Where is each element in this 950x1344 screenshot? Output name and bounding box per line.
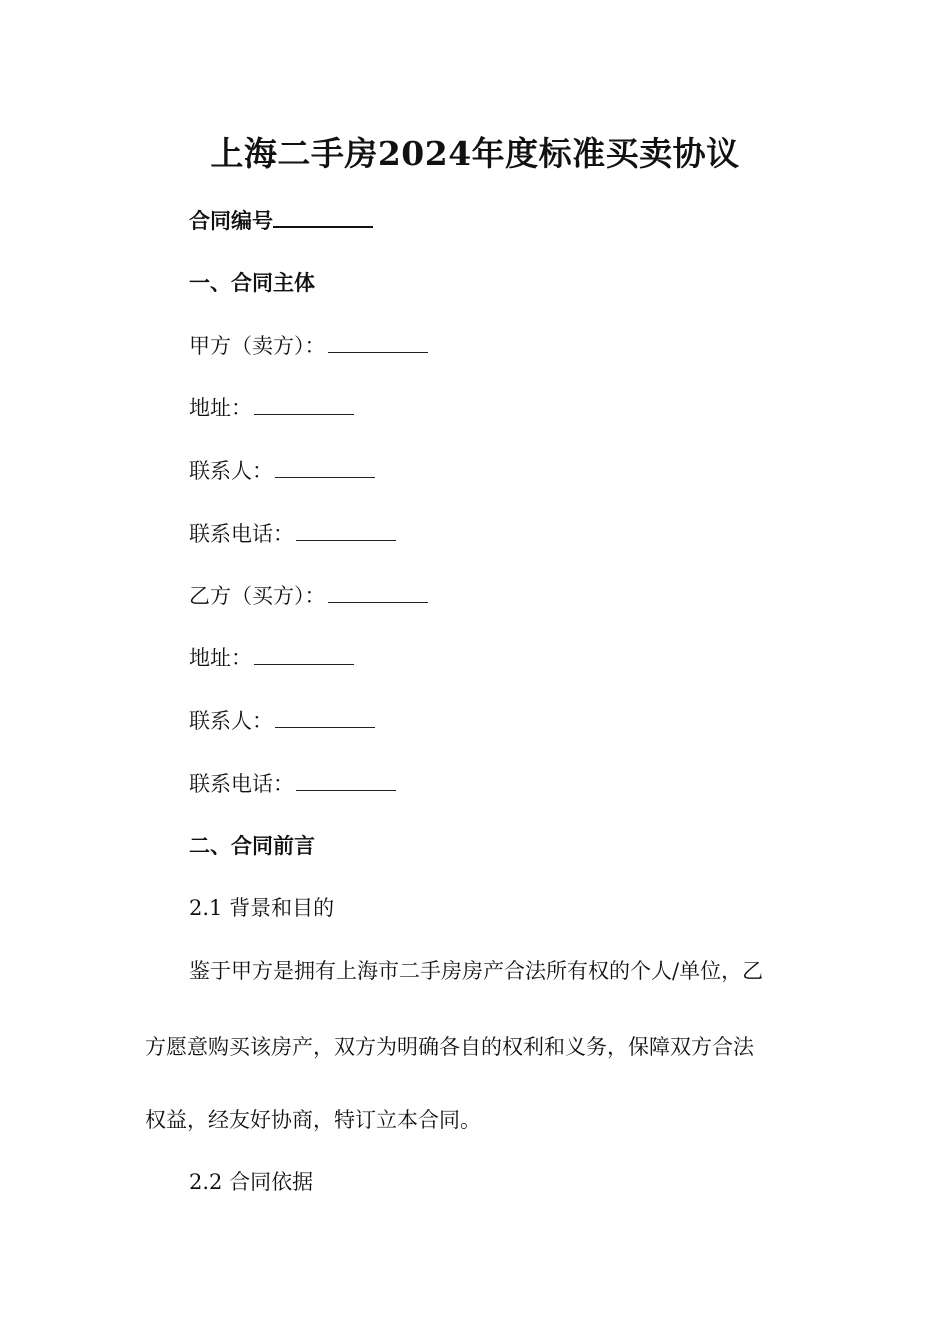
party-b-contact-label: 联系人： (189, 709, 273, 733)
party-b-contact-line (189, 707, 375, 735)
party-a-address-label: 地址： (189, 396, 252, 420)
party-b-phone-blank (296, 772, 396, 791)
contract-number-label: 合同编号 (189, 208, 273, 233)
section2-sub1: 2.1 背景和目的 (189, 896, 335, 920)
party-a-contact-blank (275, 459, 375, 478)
section2-sub2: 2.2 合同依据 (189, 1170, 314, 1194)
party-a-line (189, 332, 428, 360)
party-b-line (189, 582, 428, 610)
party-b-contact-blank (275, 709, 375, 728)
document-title: 上海二手房2024年度标准买卖协议 (210, 134, 740, 173)
party-b-address-line (189, 644, 354, 672)
party-a-address-blank (254, 396, 354, 415)
party-b-blank (328, 584, 428, 603)
party-a-phone-blank (296, 522, 396, 541)
party-a-address-line (189, 394, 354, 422)
contract-number-line (189, 206, 373, 235)
party-a-phone-line (189, 520, 396, 548)
party-a-contact-line (189, 457, 375, 485)
preamble-line-2: 方愿意购买该房产，双方为明确各自的权利和义务，保障双方合法 (145, 1035, 754, 1059)
party-b-label: 乙方（买方）： (189, 584, 326, 608)
section2-heading: 二、合同前言 (189, 833, 315, 858)
party-a-blank (328, 334, 428, 353)
party-a-label: 甲方（卖方）： (189, 334, 326, 358)
party-a-contact-label: 联系人： (189, 459, 273, 483)
preamble-line-3: 权益，经友好协商，特订立本合同。 (145, 1108, 481, 1132)
contract-number-blank (273, 206, 373, 228)
party-b-phone-line (189, 770, 396, 798)
party-a-phone-label: 联系电话： (189, 522, 294, 546)
party-b-address-blank (254, 646, 354, 665)
party-b-address-label: 地址： (189, 646, 252, 670)
section1-heading: 一、合同主体 (189, 270, 315, 295)
party-b-phone-label: 联系电话： (189, 772, 294, 796)
preamble-line-1: 鉴于甲方是拥有上海市二手房房产合法所有权的个人/单位，乙 (189, 959, 764, 983)
